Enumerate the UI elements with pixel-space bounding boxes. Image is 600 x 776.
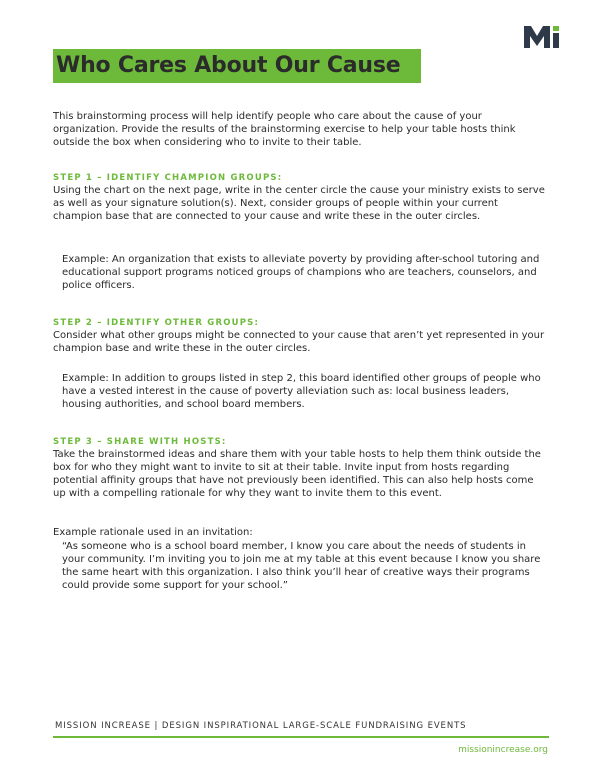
step2-example: Example: In addition to groups listed in step 2, this board identified other groups of people who have a vested interest in the cause of poverty alleviation such as: local business leaders, housing authorities, and school board members. <box>62 373 541 410</box>
step3-body: Take the brainstormed ideas and share them with your table hosts to help them think outside the box for who they might want to invite to sit at their table. Invite input from hosts regarding potential affinity groups that have not previously been identified. This can also help hosts come up with a compelling rationale for why they want to invite them to this event. <box>53 449 541 499</box>
footer-divider <box>53 736 549 738</box>
footer-text: MISSION INCREASE | DESIGN INSPIRATIONAL LARGE-SCALE FUNDRAISING EVENTS <box>55 721 467 731</box>
step3-heading: STEP 3 – SHARE WITH HOSTS: <box>53 437 227 447</box>
intro-paragraph: This brainstorming process will help identify people who care about the cause of your organization. Provide the results of the brainstorming exercise to help your table hosts think outside the box when considering who to invite to their table. <box>53 111 516 148</box>
step1-example: Example: An organization that exists to alleviate poverty by providing after-school tutoring and educational support programs noticed groups of champions who are teachers, counselors, and police officers. <box>62 254 540 291</box>
step1-body: Using the chart on the next page, write in the center circle the cause your ministry exists to serve as well as your signature solution(s). Next, consider groups of people within your current champion base that are connected to your cause and write these in the outer circles. <box>53 185 545 222</box>
mission-increase-logo <box>524 26 564 52</box>
rationale-quote: “As someone who is a school board member, I know you care about the needs of students in your community. I’m inviting you to join me at my table at this event because I know you share the same heart with this organization. I also think you’ll hear of creative ways their programs could provide some support for your school.” <box>62 541 541 591</box>
step2-heading: STEP 2 – IDENTIFY OTHER GROUPS: <box>53 318 260 328</box>
rationale-label: Example rationale used in an invitation: <box>53 527 253 538</box>
page-title: Who Cares About Our Cause <box>56 53 401 78</box>
step1-heading: STEP 1 – IDENTIFY CHAMPION GROUPS: <box>53 173 283 183</box>
footer-url-link[interactable]: missionincrease.org <box>458 745 548 755</box>
step2-body: Consider what other groups might be connected to your cause that aren’t yet represented in your champion base and write these in the outer circles. <box>53 330 545 354</box>
